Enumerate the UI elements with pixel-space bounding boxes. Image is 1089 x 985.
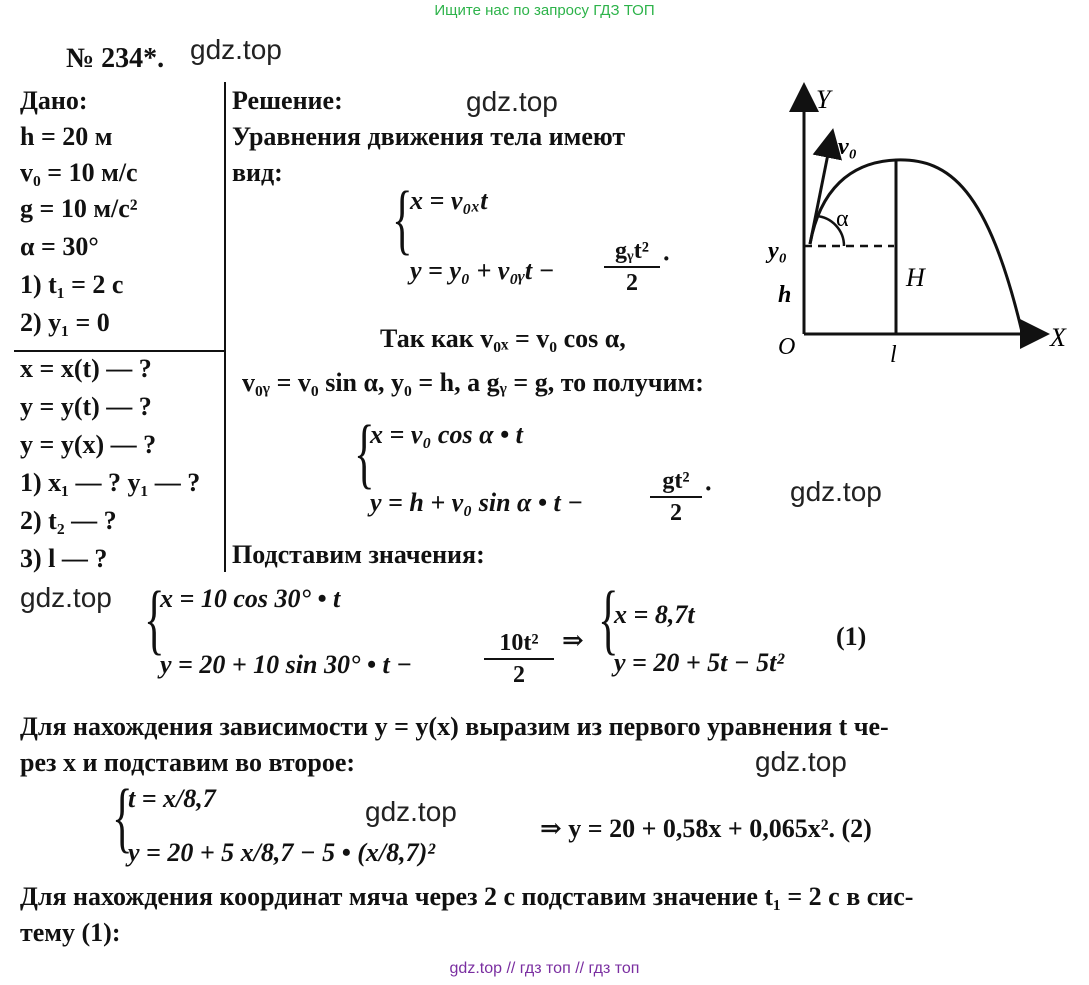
text-line: Для нахождения координат мяча через 2 с подставим значение t₁ = 2 с в сис-	[20, 882, 914, 911]
equation-label: (1)	[836, 622, 867, 651]
find-item: y = y(x) — ?	[20, 430, 157, 459]
text-line: Для нахождения зависимости y = y(x) выразим из первого уравнения t че-	[20, 712, 889, 741]
H-label: H	[906, 263, 925, 292]
brace-icon: {	[598, 575, 619, 662]
dot-separator: ·	[704, 474, 713, 503]
equation: x = v₀ₓt	[410, 186, 488, 215]
given-item: v₀ = 10 м/с	[20, 158, 138, 187]
watermark: gdz.top	[790, 476, 882, 507]
equation: x = v₀ cos α • t	[370, 420, 523, 449]
problem-number: № 234*.	[66, 43, 165, 74]
text-line: Так как v₀ₓ = v₀ cos α,	[380, 324, 626, 353]
bottom-banner[interactable]: gdz.top // гдз топ // гдз топ	[449, 960, 640, 977]
dot-separator: ·	[662, 244, 671, 273]
watermark: gdz.top	[755, 746, 847, 777]
y0-label: y₀	[768, 238, 788, 264]
brace-icon: {	[112, 773, 133, 860]
equation: x = 8,7t	[614, 600, 695, 629]
watermark: gdz.top	[190, 34, 282, 65]
top-banner[interactable]: Ищите нас по запросу ГДЗ ТОП	[434, 2, 655, 19]
given-item: h = 20 м	[20, 122, 113, 151]
equation: t = x/8,7	[128, 784, 216, 813]
solution-intro: Уравнения движения тела имеют	[232, 122, 626, 151]
given-item: g = 10 м/с²	[20, 194, 138, 223]
equation: y = y₀ + v₀ᵧt −	[410, 256, 555, 285]
find-item: 1) x₁ — ? y₁ — ?	[20, 468, 201, 497]
given-divider	[224, 82, 226, 572]
equation: y = 20 + 10 sin 30° • t −	[160, 650, 412, 679]
equation: ⇒ y = 20 + 0,58x + 0,065x². (2)	[540, 814, 872, 843]
fraction-numerator: gt²	[662, 468, 690, 494]
given-item: α = 30°	[20, 232, 99, 261]
fraction	[484, 628, 554, 690]
equation: y = 20 + 5t − 5t²	[614, 648, 785, 677]
y-axis-label: Y	[816, 85, 831, 114]
l-label: l	[890, 342, 897, 368]
x-axis-label: X	[1050, 323, 1066, 352]
origin-label: O	[778, 334, 796, 360]
find-item: 3) l — ?	[20, 544, 108, 573]
brace-icon: {	[354, 409, 375, 496]
v0-label: v₀	[838, 134, 858, 160]
watermark: gdz.top	[365, 796, 457, 827]
find-item: x = x(t) — ?	[20, 354, 152, 383]
implies-arrow: ⇒	[562, 626, 584, 655]
trajectory-diagram	[760, 80, 1080, 370]
solution-intro: вид:	[232, 158, 283, 187]
alpha-label: α	[836, 206, 849, 232]
equation: y = h + v₀ sin α • t −	[370, 488, 584, 517]
solution-title: Решение:	[232, 86, 343, 115]
text-line: Подставим значения:	[232, 540, 485, 569]
equation: x = 10 cos 30° • t	[160, 584, 341, 613]
find-item: 2) t₂ — ?	[20, 506, 117, 535]
fraction-numerator: gᵧt²	[615, 238, 649, 264]
fraction	[604, 236, 660, 298]
fraction-denominator: 2	[650, 496, 702, 528]
brace-icon: {	[392, 175, 413, 262]
h-label: h	[778, 282, 792, 308]
text-line: v₀ᵧ = v₀ sin α, y₀ = h, a gᵧ = g, то получим:	[242, 368, 704, 397]
text-line: тему (1):	[20, 918, 121, 947]
velocity-vector	[810, 134, 832, 244]
text-line: рез x и подставим во второе:	[20, 748, 356, 777]
fraction-denominator: 2	[484, 658, 554, 690]
equation: y = 20 + 5 x/8,7 − 5 • (x/8,7)²	[128, 838, 436, 867]
find-item: y = y(t) — ?	[20, 392, 152, 421]
fraction-denominator: 2	[604, 266, 660, 298]
given-item: 1) t₁ = 2 с	[20, 270, 124, 299]
watermark: gdz.top	[20, 582, 112, 613]
given-item: 2) y₁ = 0	[20, 308, 110, 337]
watermark: gdz.top	[466, 86, 558, 117]
trajectory-curve	[810, 160, 1022, 332]
fraction-numerator: 10t²	[499, 630, 539, 656]
brace-icon: {	[144, 575, 165, 662]
given-title: Дано:	[20, 86, 88, 115]
fraction	[650, 466, 702, 528]
